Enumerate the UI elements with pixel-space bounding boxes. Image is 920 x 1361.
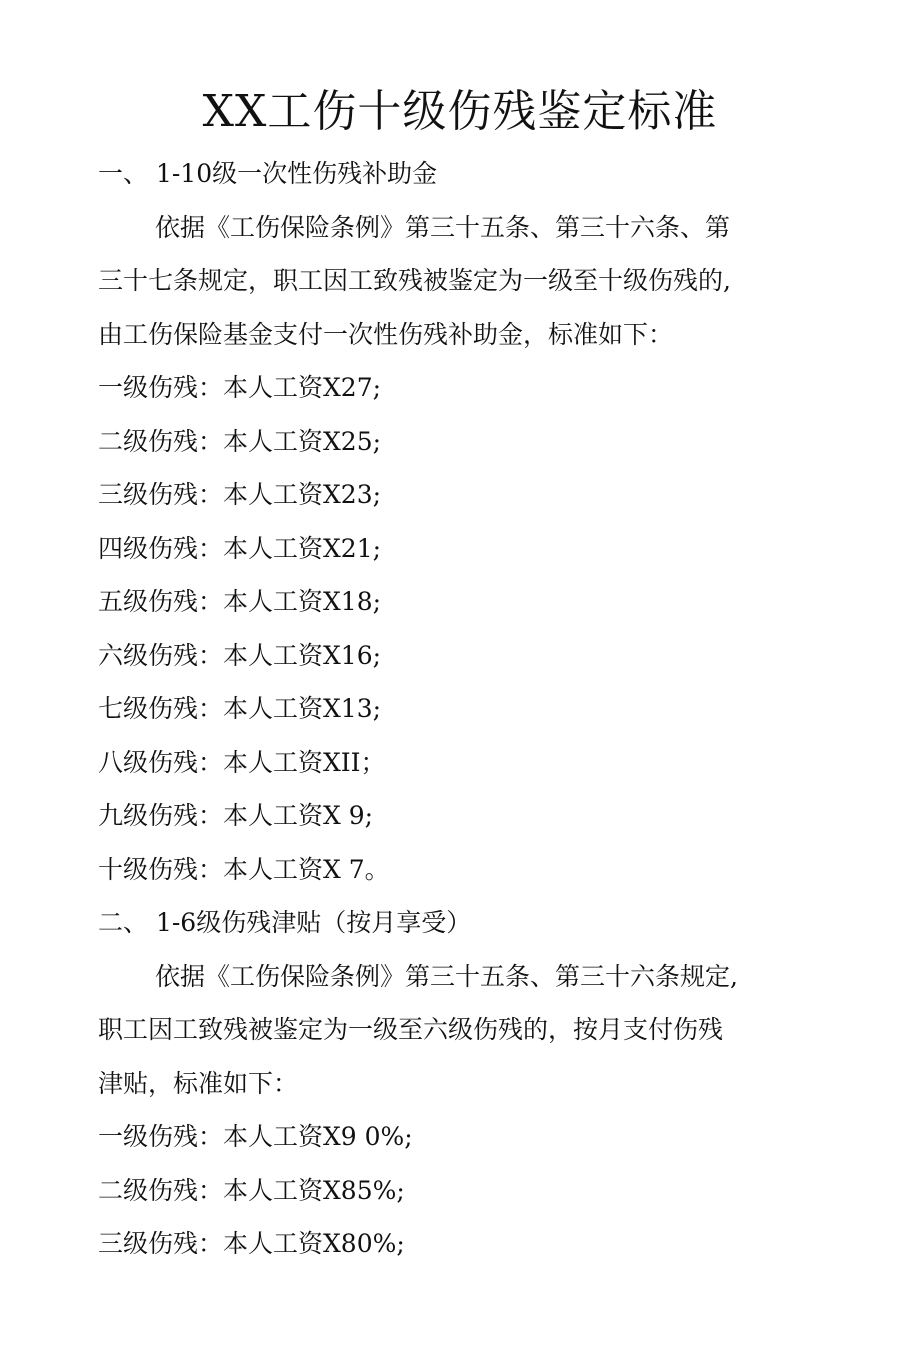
text-line: 八级伤残：本人工资XII； — [98, 747, 386, 777]
text-line: 三十七条规定，职工因工致残被鉴定为一级至十级伤残的, — [98, 266, 731, 295]
text-line: 五级伤残：本人工资X18; — [98, 587, 382, 616]
text-line: 三级伤残：本人工资X23; — [98, 480, 382, 509]
text-line: 六级伤残：本人工资X16; — [98, 640, 382, 670]
text-line: 依据《工伤保险条例》第三十五条、第三十六条规定, — [155, 961, 738, 991]
document-title: XX工伤十级伤残鉴定标准 — [202, 86, 718, 137]
text-line: 二、 1-6级伤残津贴（按月享受） — [98, 908, 472, 937]
text-line: 二级伤残：本人工资X25; — [98, 426, 382, 456]
text-line: 十级伤残：本人工资X 7。 — [98, 854, 390, 884]
text-line: 四级伤残：本人工资X21; — [98, 533, 382, 563]
text-line: 七级伤残：本人工资X13; — [98, 694, 382, 723]
text-line: 一级伤残：本人工资X27; — [98, 373, 382, 402]
text-line: 依据《工伤保险条例》第三十五条、第三十六条、第 — [155, 212, 731, 242]
text-line: 一级伤残：本人工资X9 0%; — [98, 1122, 413, 1151]
text-line: 二级伤残：本人工资X85%; — [98, 1175, 405, 1205]
text-line: 津贴，标准如下： — [98, 1068, 299, 1098]
text-line: 由工伤保险基金支付一次性伤残补助金，标准如下： — [98, 319, 674, 349]
text-line: 职工因工致残被鉴定为一级至六级伤残的，按月支付伤残 — [98, 1015, 724, 1044]
text-line: 九级伤残：本人工资X 9; — [98, 801, 374, 830]
text-line: 一、 1-10级一次性伤残补助金 — [98, 159, 438, 188]
text-line: 三级伤残：本人工资X80%; — [98, 1229, 405, 1258]
document-body — [98, 147, 788, 1271]
